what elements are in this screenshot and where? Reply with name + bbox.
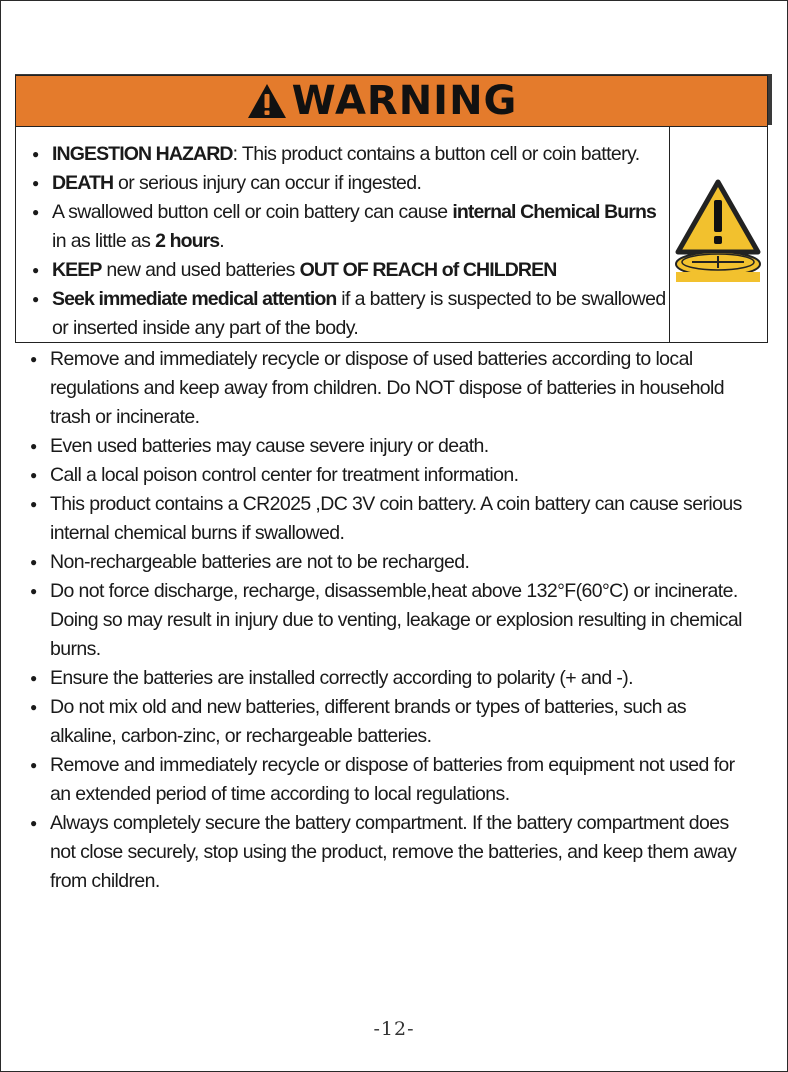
list-item: ● Even used batteries may cause severe injury or death. <box>26 432 746 461</box>
hazard-item: ● INGESTION HAZARD: This product contains a button cell or coin battery. <box>28 140 668 169</box>
list-item: ● This product contains a CR2025 ,DC 3V coin battery. A coin battery can cause serious internal chemical burns if swallowed. <box>26 490 746 548</box>
warning-title-wrap <box>246 78 518 124</box>
hazard-item: ● Seek immediate medical attention if a battery is suspected to be swallowed or inserted inside any part of the body. <box>28 285 668 343</box>
icon-column <box>669 126 767 342</box>
list-item: ● Call a local poison control center for treatment information. <box>26 461 746 490</box>
hazard-item: ● KEEP new and used batteries OUT OF REACH of CHILDREN <box>28 256 668 285</box>
battery-safety-list <box>26 345 746 896</box>
list-item: ● Always completely secure the battery compartment. If the battery compartment does not close securely, stop using the product, remove the batteries, and keep them away from children. <box>26 809 746 896</box>
hazard-item: ● DEATH or serious injury can occur if ingested. <box>28 169 668 198</box>
warning-triangle-icon <box>246 82 288 120</box>
page-number: -12- <box>373 1018 415 1040</box>
warning-box <box>15 75 768 343</box>
list-item: ● Remove and immediately recycle or dispose of batteries from equipment not used for an extended period of time according to local regulations. <box>26 751 746 809</box>
warning-title: WARNING <box>291 78 518 124</box>
warning-header <box>16 76 767 127</box>
hazard-item: ● A swallowed button cell or coin battery can cause internal Chemical Burns in as little as 2 hours. <box>28 198 668 256</box>
list-item: ● Ensure the batteries are installed correctly according to polarity (+ and -). <box>26 664 746 693</box>
list-item: ● Non-rechargeable batteries are not to be recharged. <box>26 548 746 577</box>
list-item: ● Do not force discharge, recharge, disassemble,heat above 132°F(60°C) or incinerate. Doing so may result in injury due to venting, leakage or explosion resulting in chemical burns. <box>26 577 746 664</box>
list-item: ● Remove and immediately recycle or dispose of used batteries according to local regulations and keep away from children. Do NOT dispose of batteries in household trash or incinerate. <box>26 345 746 432</box>
coin-battery-icon <box>674 178 764 288</box>
hazard-list <box>28 140 668 343</box>
list-item: ● Do not mix old and new batteries, different brands or types of batteries, such as alkaline, carbon-zinc, or rechargeable batteries. <box>26 693 746 751</box>
